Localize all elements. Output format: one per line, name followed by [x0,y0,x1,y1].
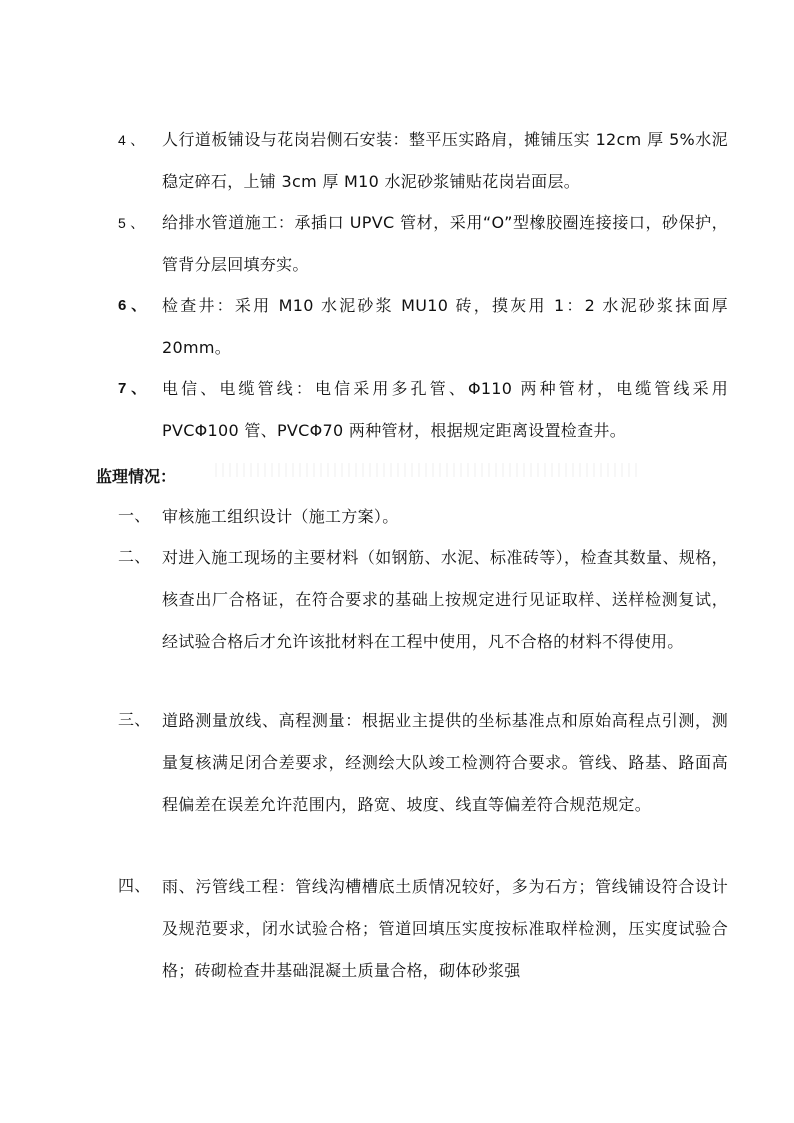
item-text: 审核施工组织设计（施工方案）。 [162,507,399,526]
item-number: 7 、 [118,380,147,397]
item-number: 5 、 [118,215,145,231]
supervision-item-4 [118,866,728,992]
list-item-6 [118,285,728,369]
item-text: 对进入施工现场的主要材料（如钢筋、水泥、标准砖等），检查其数量、规格，核查出厂合格证，在符合要求的基础上按规定进行见证取样、送样检测复试，经试验合格后才允许该批材料在工程中使用，凡不合格的材料不得使用。 [162,548,728,651]
item-text: 给排水管道施工：承插口 UPVC 管材，采用“O”型橡胶圈连接接口，砂保护，管背分层回填夯实。 [162,213,728,274]
section-heading: 监理情况： [96,467,177,486]
list-item-5 [118,202,728,286]
list-item-4 [118,119,728,203]
supervision-item-3 [118,700,728,826]
item-text: 人行道板铺设与花岗岩侧石安装：整平压实路肩，摊铺压实 12cm 厚 5%水泥稳定碎石，上铺 3cm 厚 M10 水泥砂浆铺贴花岗岩面层。 [162,130,728,191]
item-number: 四、 [118,878,151,895]
item-text: 雨、污管线工程：管线沟槽槽底土质情况较好，多为石方；管线铺设符合设计及规范要求，闭水试验合格；管道回填压实度按标准取样检测，压实度试验合格；砖砌检查井基础混凝土质量合格，砌体砂浆强 [162,877,728,980]
item-number: 6 、 [118,297,147,314]
item-number: 二、 [118,549,151,566]
supervision-item-2 [118,537,728,663]
scan-artifact [215,463,640,477]
item-number: 一、 [118,508,151,525]
item-number: 4 、 [118,132,145,148]
item-number: 三、 [118,712,151,729]
supervision-item-1 [118,496,728,538]
item-text: 道路测量放线、高程测量：根据业主提供的坐标基准点和原始高程点引测，测量复核满足闭合差要求，经测绘大队竣工检测符合要求。管线、路基、路面高程偏差在误差允许范围内，路宽、坡度、线直等偏差符合规范规定。 [162,711,728,814]
item-text: 检查井：采用 M10 水泥砂浆 MU10 砖，摸灰用 1：2 水泥砂浆抹面厚 20mm。 [162,296,728,357]
item-text: 电信、电缆管线：电信采用多孔管、Φ110 两种管材，电缆管线采用 PVCΦ100 管、PVCΦ70 两种管材，根据规定距离设置检查井。 [162,379,728,440]
list-item-7 [118,368,728,452]
